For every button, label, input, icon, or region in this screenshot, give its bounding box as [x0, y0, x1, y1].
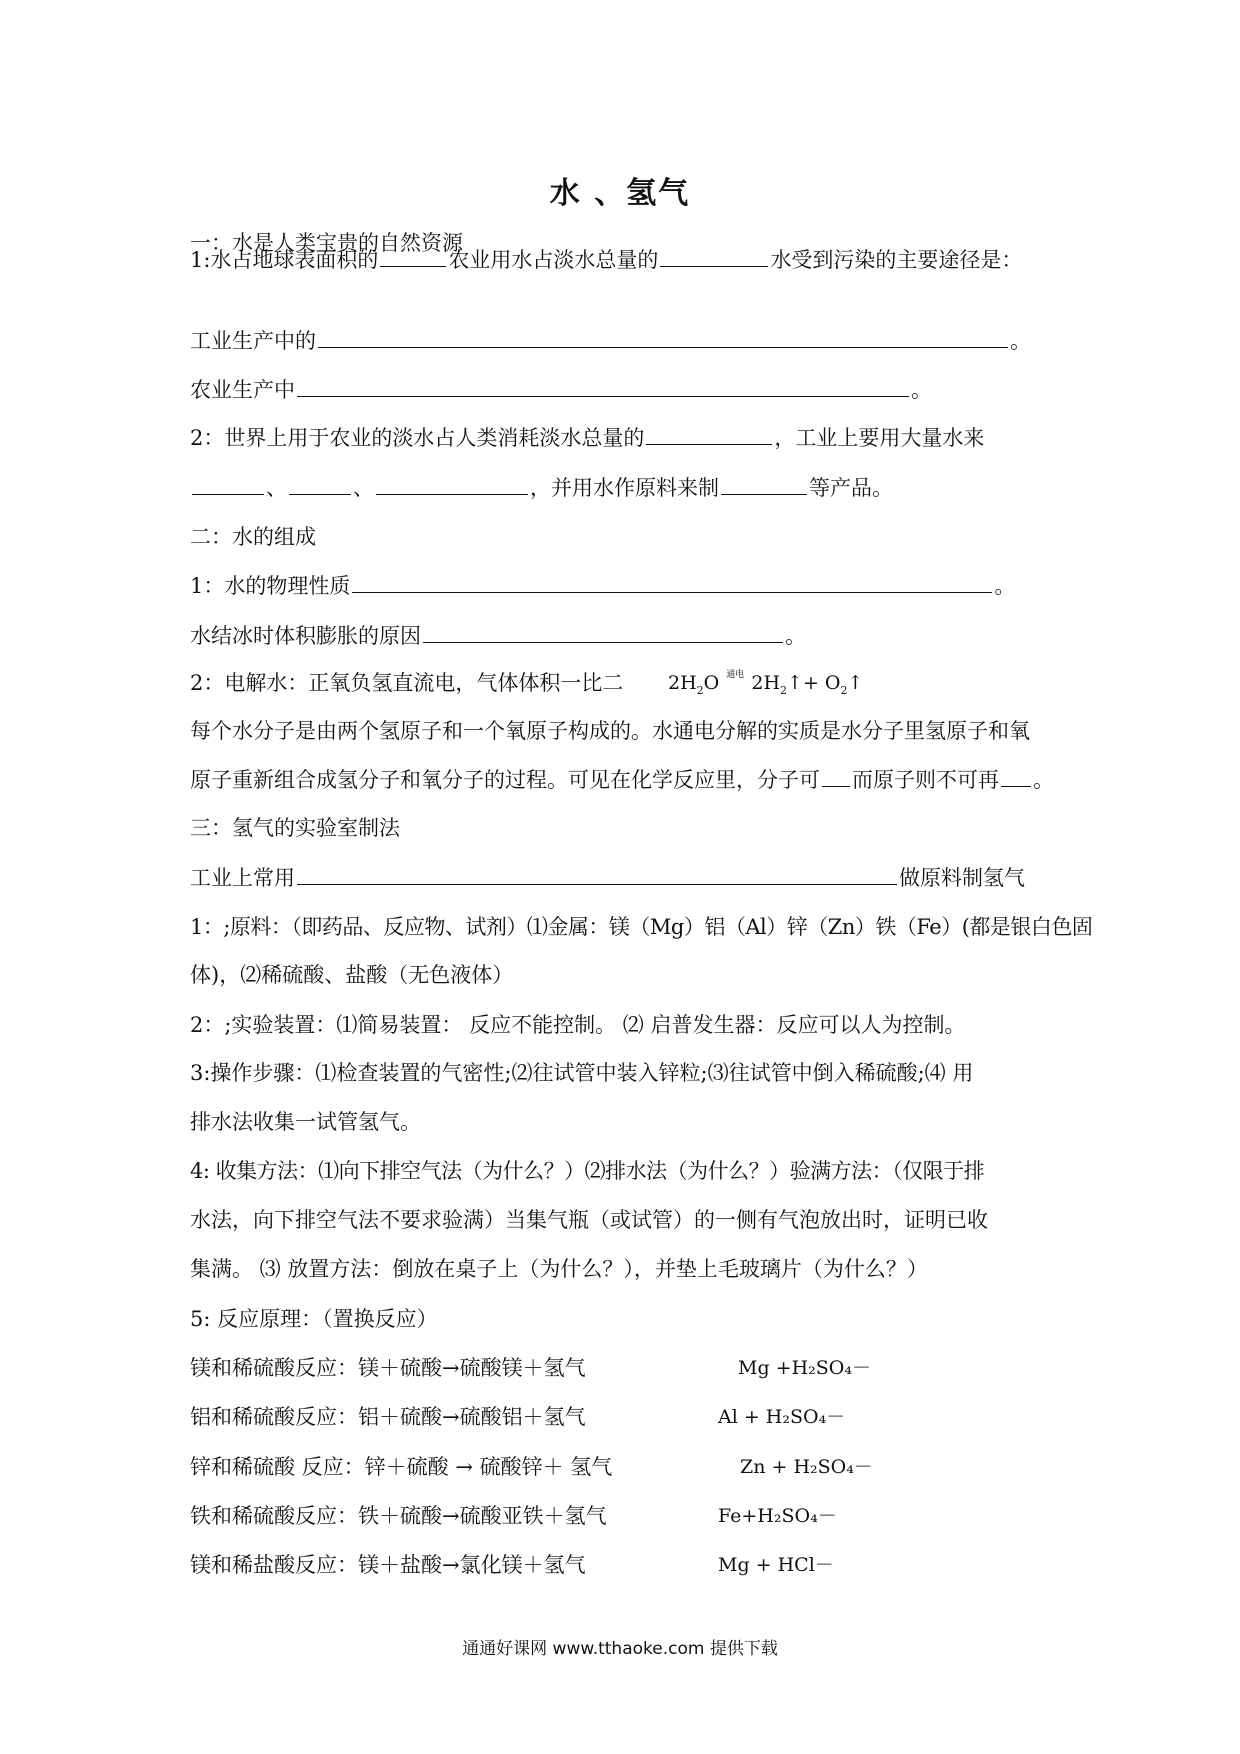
reaction-text: 铝和稀硫酸反应：铝＋硫酸→硫酸铝＋氢气 — [190, 1405, 586, 1429]
answer-blank[interactable] — [297, 862, 897, 885]
paragraph-line: 4: 收集方法：⑴向下排空气法（为什么？）⑵排水法（为什么？）验满方法：（仅限于排 — [190, 1159, 985, 1183]
reaction-equation: Fe+H₂SO₄－ — [718, 1505, 837, 1527]
paragraph-line: 体)，⑵稀硫酸、盐酸（无色液体） — [190, 963, 514, 987]
paragraph-line: 工业生产中的 。 — [190, 325, 1031, 356]
reaction-equation: Mg + HCl－ — [718, 1554, 834, 1576]
reaction-equation: Zn + H₂SO₄－ — [740, 1456, 873, 1478]
answer-blank[interactable] — [192, 472, 264, 495]
paragraph-line: 3:操作步骤：⑴检查装置的气密性;⑵往试管中装入锌粒;⑶往试管中倒入稀硫酸;⑷ 用 — [190, 1061, 974, 1085]
paragraph-line: 工业上常用 做原料制氢气 — [190, 862, 1025, 893]
section-heading: 二：水的组成 — [190, 525, 316, 549]
reaction-text: 铁和稀硫酸反应：铁＋硫酸→硫酸亚铁＋氢气 — [190, 1504, 607, 1528]
paragraph-line: 集满。 ⑶ 放置方法：倒放在桌子上（为什么？），并垫上毛玻璃片（为什么？） — [190, 1257, 928, 1281]
paragraph-line: 1：水的物理性质 。 — [190, 570, 1015, 601]
paragraph-line: 原子重新组合成氢分子和氧分子的过程。可见在化学反应里，分子可 而原子则不可再 。 — [190, 764, 1054, 795]
answer-blank[interactable] — [721, 472, 807, 495]
answer-blank[interactable] — [297, 374, 909, 397]
answer-blank[interactable] — [376, 472, 528, 495]
paragraph-line: 1：;原料：（即药品、反应物、试剂）⑴金属：镁（Mg）铝（Al）锌（Zn）铁（Fe）(都是银白色固 — [190, 915, 1093, 939]
answer-blank[interactable] — [318, 325, 1008, 348]
paragraph-line: 水结冰时体积膨胀的原因 。 — [190, 620, 806, 651]
paragraph-line: 排水法收集一试管氢气。 — [190, 1110, 421, 1134]
section-heading: 三：氢气的实验室制法 — [190, 816, 400, 840]
page-title: 水 、氢气 — [549, 176, 691, 211]
paragraph-line: 2：电解水：正氧负氢直流电，气体体积一比二 — [190, 671, 624, 695]
paragraph-line: 2：;实验装置：⑴简易装置： 反应不能控制。 ⑵ 启普发生器：反应可以人为控制。 — [190, 1013, 966, 1037]
paragraph-line: 5: 反应原理：（置换反应） — [190, 1307, 438, 1331]
answer-blank[interactable] — [646, 422, 772, 445]
answer-blank[interactable] — [660, 244, 768, 267]
paragraph-line: 每个水分子是由两个氢原子和一个氧原子构成的。水通电分解的实质是水分子里氢原子和氧 — [190, 719, 1030, 743]
paragraph-line: 农业生产中 。 — [190, 374, 932, 405]
answer-blank[interactable] — [289, 472, 351, 495]
electrolysis-equation: $2H_2O$ $^{通电}$ $2H_2↑+$ $O_2↑$ — [668, 670, 864, 697]
reaction-text: 锌和稀硫酸 反应：锌＋硫酸 → 硫酸锌＋ 氢气 — [190, 1455, 613, 1479]
answer-blank[interactable] — [380, 244, 446, 267]
paragraph-line: 1:水占地球表面积的 农业用水占淡水总量的 水受到污染的主要途径是： — [190, 244, 1022, 275]
section-heading: 一：水是人类宝贵的自然资源 — [190, 231, 463, 255]
paragraph-line: 水法，向下排空气法不要求验满）当集气瓶（或试管）的一侧有气泡放出时，证明已收 — [190, 1208, 988, 1232]
paragraph-line: 、 、 ，并用水作原料来制 等产品。 — [190, 472, 893, 503]
reaction-text: 镁和稀硫酸反应：镁＋硫酸→硫酸镁＋氢气 — [190, 1356, 586, 1380]
footer-source: 通通好课网 www.tthaoke.com 提供下载 — [462, 1639, 778, 1659]
answer-blank[interactable] — [352, 570, 992, 593]
answer-blank[interactable] — [822, 764, 850, 787]
reaction-text: 镁和稀盐酸反应：镁＋盐酸→氯化镁＋氢气 — [190, 1553, 586, 1577]
paragraph-line: 2：世界上用于农业的淡水占人类消耗淡水总量的 ，工业上要用大量水来 — [190, 422, 984, 453]
answer-blank[interactable] — [423, 620, 783, 643]
reaction-equation: Mg +H₂SO₄－ — [738, 1357, 871, 1379]
answer-blank[interactable] — [1001, 764, 1031, 787]
reaction-equation: Al + H₂SO₄－ — [718, 1406, 846, 1428]
